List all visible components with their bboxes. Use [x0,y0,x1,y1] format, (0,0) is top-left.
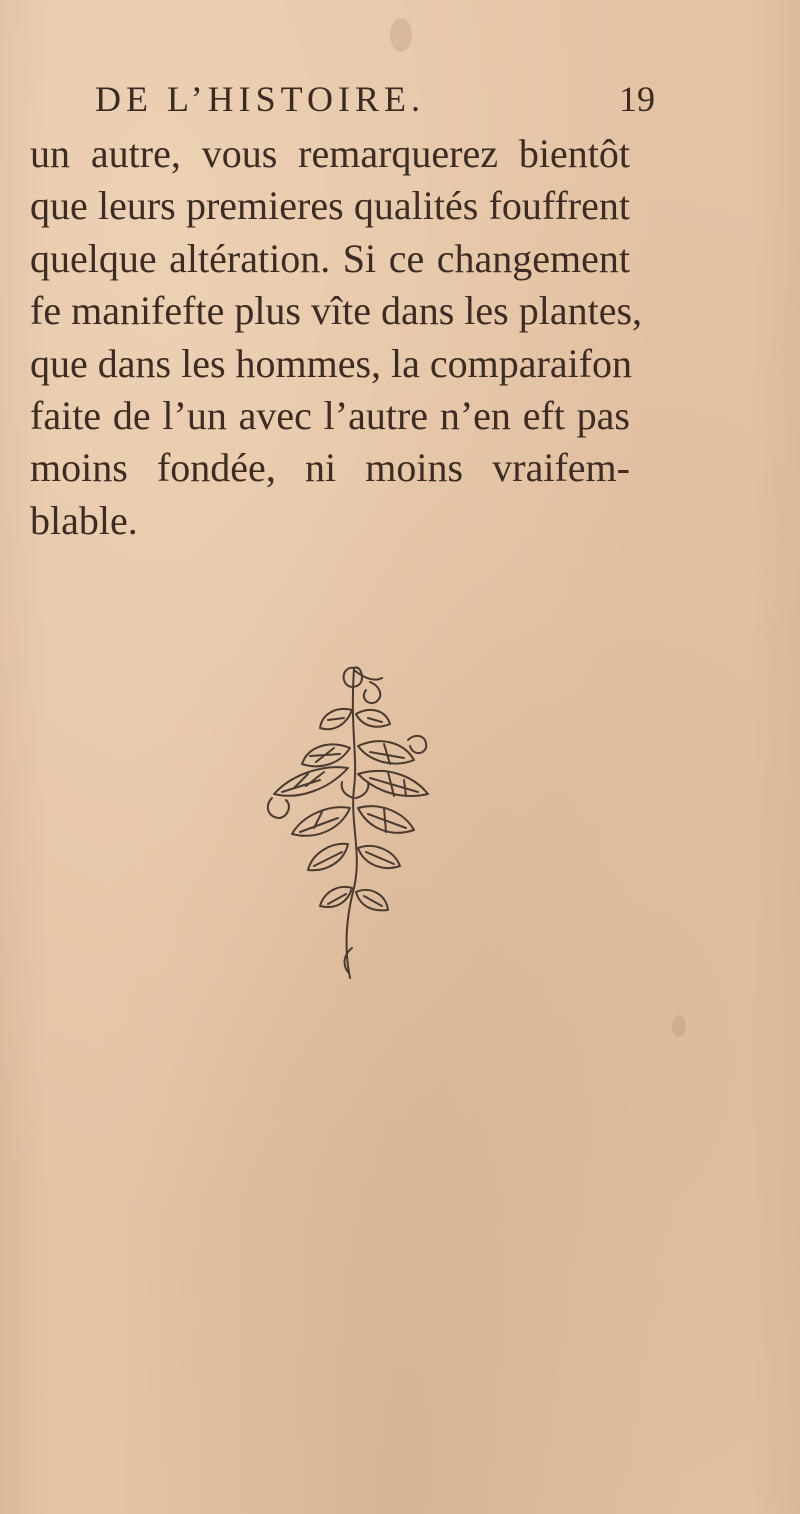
paper-stain [390,18,412,52]
page-number: 19 [619,79,655,119]
text-line: un autre, vous remarquerez bientôt [30,131,630,176]
text-line: moins fondée, ni moins vraifem- [30,445,630,491]
body-text [30,128,643,547]
text-line: que dans les hommes, la comparaifon [30,340,633,386]
text-line: blable. [30,497,138,543]
text-line: faite de l’un avec l’autre n’en eft pas [30,392,630,438]
paper-stain [672,1015,686,1037]
text-line: fe manifefte plus vîte dans les plantes, [30,288,643,334]
text-line: quelque altération. Si ce changement [30,235,630,281]
running-head [95,78,655,128]
running-title: DE L’HISTOIRE. [95,79,425,119]
floral-spray-icon [258,648,438,988]
text-line: que leurs premieres qualités fouffrent [30,183,630,229]
